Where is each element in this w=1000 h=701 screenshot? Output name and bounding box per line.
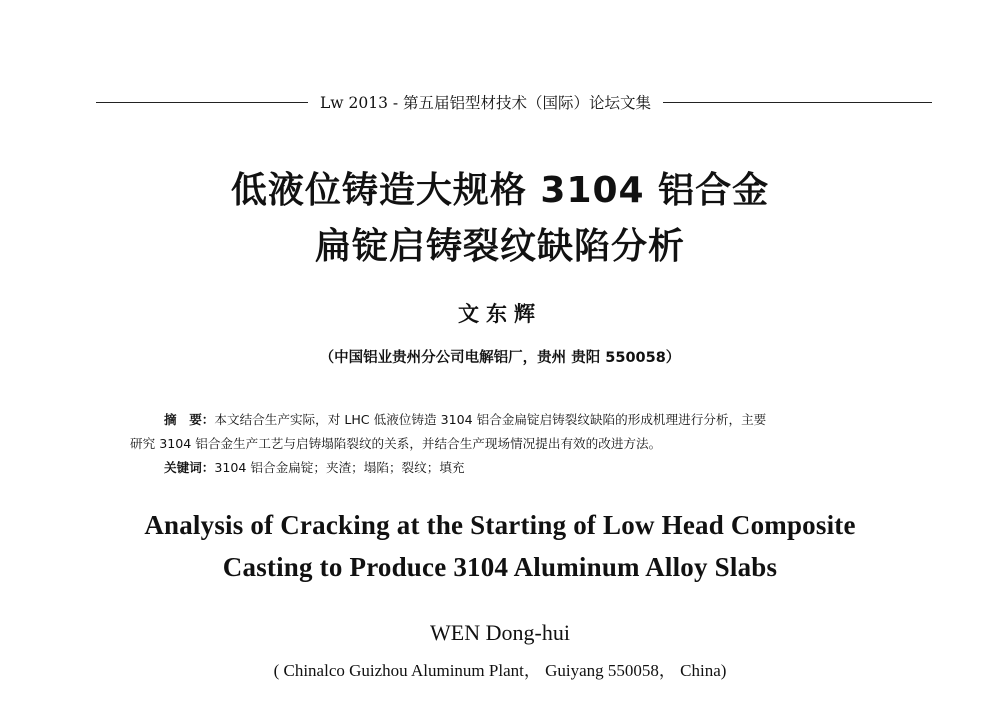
chinese-abstract xyxy=(130,408,900,456)
english-author: WEN Dong-hui xyxy=(430,620,570,645)
chinese-title-line-2: 扁锭启铸裂纹缺陷分析 xyxy=(314,226,685,267)
running-head-rule-left xyxy=(96,102,308,103)
abstract-label: 摘 要： xyxy=(164,412,215,427)
english-title-line-2: Casting to Produce 3104 Aluminum Alloy Slabs xyxy=(222,552,778,582)
running-head-rule-right xyxy=(663,102,932,103)
chinese-author: 文东辉 xyxy=(458,301,542,326)
english-affiliation: ( Chinalco Guizhou Aluminum Plant， Guiyang 550058， China) xyxy=(273,661,727,680)
running-head xyxy=(96,90,932,114)
abstract-line-2: 研究 3104 铝合金生产工艺与启铸塌陷裂纹的关系，并结合生产现场情况提出有效的改进方法。 xyxy=(130,436,662,451)
running-head-text: Lw 2013 - 第五届铝型材技术（国际）论坛文集 xyxy=(320,94,652,112)
chinese-affiliation: （中国铝业贵州分公司电解铝厂，贵州 贵阳 550058） xyxy=(319,350,681,366)
keywords-text: 3104 铝合金扁锭；夹渣；塌陷；裂纹；填充 xyxy=(214,460,465,475)
chinese-title-line-1: 低液位铸造大规格 3104 铝合金 xyxy=(230,170,770,211)
abstract-line-1 xyxy=(130,408,900,432)
english-title-line-1: Analysis of Cracking at the Starting of Low Head Composite xyxy=(144,510,856,540)
keywords-label: 关键词： xyxy=(164,460,215,475)
abstract-text-1: 本文结合生产实际，对 LHC 低液位铸造 3104 铝合金扁锭启铸裂纹缺陷的形成机理进行分析，主要 xyxy=(214,412,767,427)
chinese-keywords xyxy=(164,456,465,480)
